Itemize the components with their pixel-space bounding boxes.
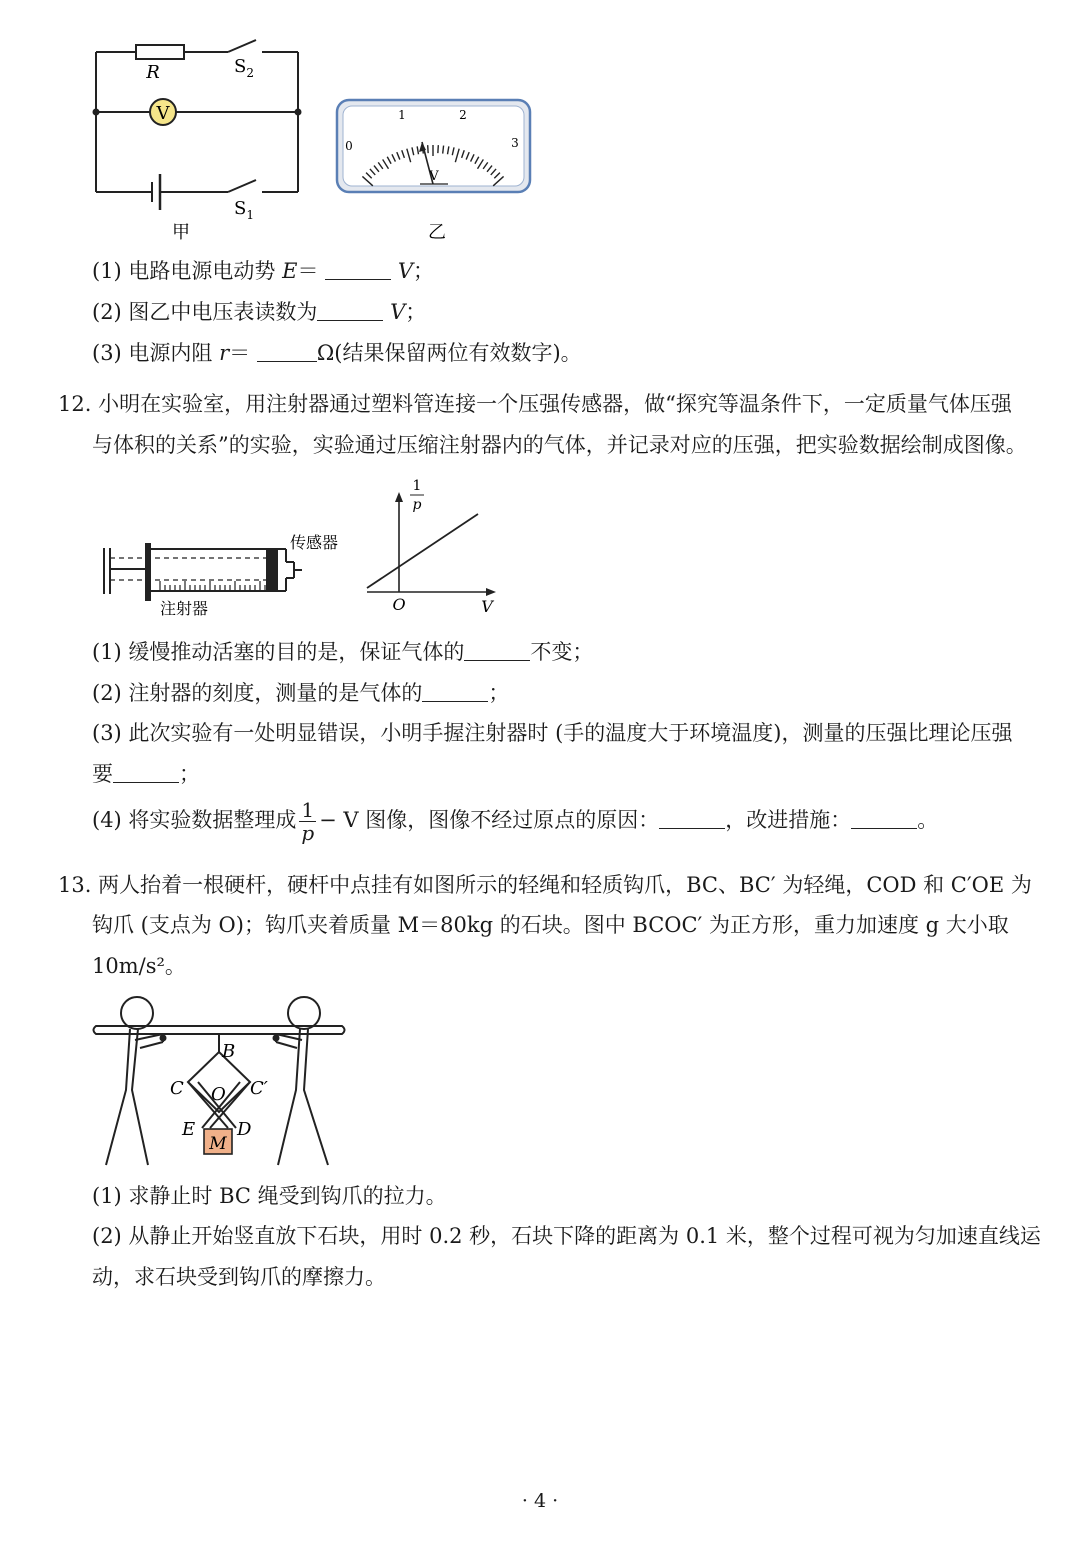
- dial-tick: [443, 146, 444, 154]
- caption-jia: 甲: [172, 222, 190, 243]
- graph-y-den: p: [412, 497, 422, 513]
- voltmeter-unit: V: [429, 169, 439, 184]
- q13-stem-line-3: 10m/s²。: [92, 954, 186, 978]
- answer-blank[interactable]: [317, 298, 383, 321]
- q12-stem-line-1: 12. 小明在实验室，用注射器通过塑料管连接一个压强传感器，做“探究等温条件下，一定质量气体压强: [58, 392, 1012, 416]
- syringe-label: 注射器: [160, 599, 209, 618]
- q13-item-2-cont: 动，求石块受到钩爪的摩擦力。: [92, 1265, 386, 1289]
- switch-s2-label: $S_2$: [234, 56, 254, 80]
- q11-item-3: (3) 电源内阻 r＝ Ω(结果保留两位有效数字)。: [92, 341, 582, 365]
- answer-blank[interactable]: [257, 339, 317, 362]
- graph-y-num: 1: [412, 478, 422, 494]
- question-number: 12.: [58, 392, 92, 416]
- scale-label-2: 2: [459, 108, 467, 122]
- answer-blank[interactable]: [113, 760, 179, 783]
- label-E: E: [182, 1119, 196, 1140]
- q12-item-4: (4) 将实验数据整理成 $\frac{1}{p}$ − V 图像，图像不经过原点的原因： ，改进措施： 。: [92, 798, 939, 845]
- q13-item-2: (2) 从静止开始竖直放下石块，用时 0.2 秒，石块下降的距离为 0.1 米，整个过程可视为匀加速直线运: [92, 1224, 1041, 1248]
- q12-item-1: (1) 缓慢推动活塞的目的是，保证气体的 不变；: [92, 640, 594, 664]
- question-number: 13.: [58, 873, 92, 897]
- label-D: D: [237, 1119, 252, 1140]
- circuit-diagram: [0, 0, 1080, 260]
- answer-blank[interactable]: [325, 257, 391, 280]
- fraction-one-over-p: $\frac{1}{p}$: [301, 798, 315, 845]
- q13-stem-line-1: 13. 两人抬着一根硬杆，硬杆中点挂有如图所示的轻绳和轻质钩爪，BC、BC′ 为轻绳，COD 和 C′OE 为: [58, 873, 1032, 897]
- scale-label-0: 0: [345, 139, 353, 153]
- label-B: B: [222, 1041, 236, 1062]
- sensor-label: 传感器: [290, 533, 339, 552]
- answer-blank[interactable]: [422, 679, 488, 702]
- two-people-carrying-pole-figure: [0, 990, 1080, 1180]
- answer-blank[interactable]: [464, 638, 530, 661]
- syringe-and-graph-figure: [0, 470, 1080, 630]
- label-C: C: [170, 1078, 184, 1099]
- graph-x-label: V: [481, 597, 493, 616]
- graph-origin: O: [392, 595, 406, 614]
- page-number: · 4 ·: [521, 1490, 559, 1512]
- q13-stem-line-2: 钩爪 (支点为 O)；钩爪夹着质量 M＝80kg 的石块。图中 BCOC′ 为正方形，重力加速度 g 大小取: [92, 913, 1009, 937]
- q12-item-2: (2) 注射器的刻度，测量的是气体的 ；: [92, 681, 510, 705]
- answer-blank[interactable]: [851, 806, 917, 829]
- scale-label-1: 1: [398, 108, 406, 122]
- switch-s1-label: $S_1$: [234, 198, 254, 222]
- q11-item-2: (2) 图乙中电压表读数为 V；: [92, 300, 427, 324]
- label-C-prime: C′: [250, 1078, 268, 1099]
- voltmeter-symbol-label: V: [156, 103, 170, 124]
- label-O: O: [211, 1084, 226, 1105]
- q12-item-3-cont: 要 ；: [92, 762, 200, 786]
- q11-item-1: (1) 电路电源电动势 E＝ V；: [92, 259, 434, 283]
- caption-yi: 乙: [428, 222, 446, 243]
- q13-item-1: (1) 求静止时 BC 绳受到钩爪的拉力。: [92, 1184, 447, 1208]
- q12-stem-line-2: 与体积的关系”的实验，实验通过压缩注射器内的气体，并记录对应的压强，把实验数据绘制成图像。: [92, 433, 1027, 457]
- scale-label-3: 3: [511, 136, 519, 150]
- syringe-scale-ticks: [160, 581, 270, 591]
- label-M: M: [209, 1134, 227, 1154]
- resistor-label: R: [146, 62, 160, 83]
- answer-blank[interactable]: [659, 806, 725, 829]
- q12-item-3: (3) 此次实验有一处明显错误，小明手握注射器时 (手的温度大于环境温度)，测量的压强比理论压强: [92, 721, 1013, 745]
